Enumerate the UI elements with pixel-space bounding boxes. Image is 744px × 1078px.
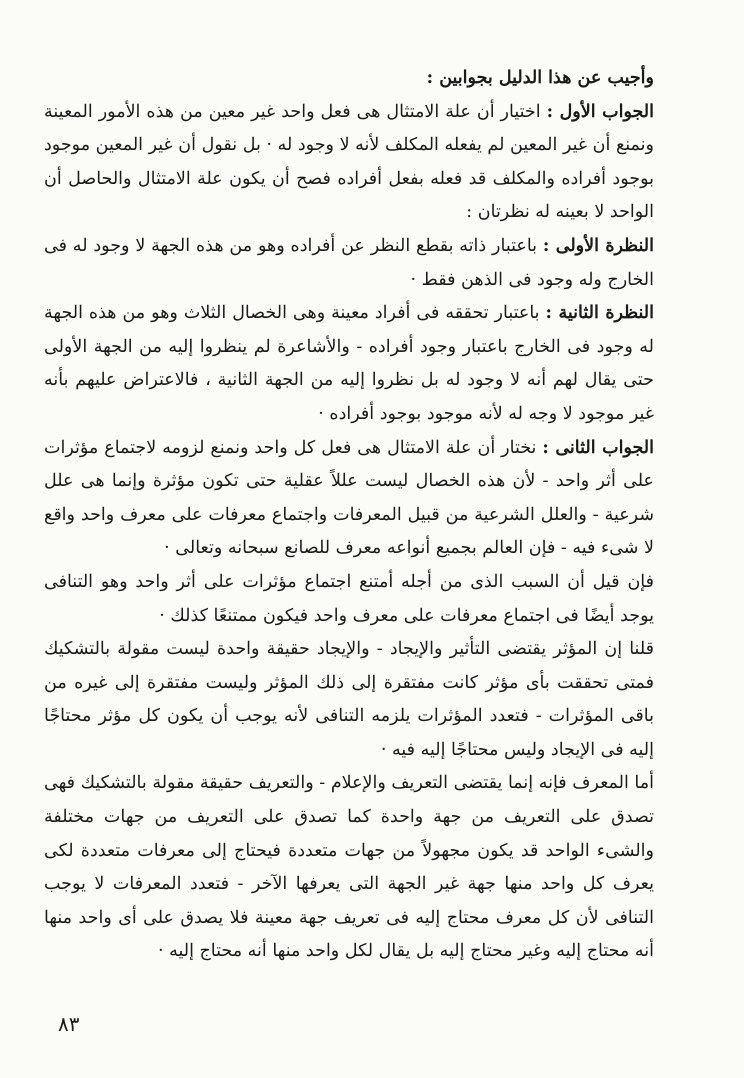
paragraph bbox=[44, 96, 654, 230]
paragraph bbox=[44, 230, 654, 297]
paragraph-text: نختار أن علة الامتثال هى فعل كل واحد ونمنع لزومه لاجتماع مؤثرات على أثر واحد - لأن هذه الخصال ليست عللاً عقلية حتى تكون مؤثرة وإنما هى علل شرعية - والعلل الشرعية من قبيل المعرفات واجتماع معرفات على معرف واحد واقع لا شىء فيه - فإن العالم بجميع أنواعه معرف للصانع سبحانه وتعالى · bbox=[44, 437, 654, 559]
paragraph bbox=[44, 566, 654, 633]
paragraph-heading: النظرة الثانية : bbox=[545, 303, 654, 324]
page-number: ٨٣ bbox=[58, 1012, 80, 1036]
paragraph bbox=[44, 432, 654, 566]
paragraph bbox=[44, 767, 654, 969]
paragraph-text: أما المعرف فإنه إنما يقتضى التعريف والإعلام - والتعريف حقيقة مقولة بالتشكيك فهى تصدق على التعريف من جهة واحدة كما تصدق على التعريف من جهات مختلفة والشىء الواحد قد يكون مجهولاً من جهات متعددة فيحتاج إلى معرفات متعددة لكى يعرف كل واحد منها جهة غير الجهة التى يعرفها الآخر - فتعدد المعرفات لا يوجب التنافى لأن كل معرف محتاج إليه فى تعريف جهة معينة فلا يصدق على أى واحد منها أنه محتاج إليه وغير محتاج إليه بل يقال لكل واحد منها أنه محتاج إليه · bbox=[44, 773, 654, 962]
paragraph-heading: الجواب الأول : bbox=[546, 101, 654, 122]
paragraph-heading: النظرة الأولى : bbox=[542, 235, 655, 256]
body-text bbox=[44, 62, 654, 969]
paragraph-heading: الجواب الثانى : bbox=[542, 437, 654, 458]
paragraph-text: اختيار أن علة الامتثال هى فعل واحد غير معين من هذه الأمور المعينة ونمنع أن غير المعين لم يفعله المكلف لأنه لا وجود له · بل نقول أن غير المعين موجود بوجود أفراده والمكلف قد فعله بفعل أفراده فصح أن يكون علة الامتثال والحاصل أن الواحد لا بعينه له نظرتان : bbox=[44, 101, 654, 223]
paragraph bbox=[44, 297, 654, 431]
paragraph-text: قلنا إن المؤثر يقتضى التأثير والإيجاد - والإيجاد حقيقة واحدة ليست مقولة بالتشكيك فمتى تحققت بأى مؤثر كانت مفتقرة إلى ذلك المؤثر وليست مفتقرة إلى غيره من باقى المؤثرات - فتعدد المؤثرات يلزمه التنافى لأنه يوجب أن يكون كل مؤثر محتاجًا إليه فى الإيجاد وليس محتاجًا إليه فيه · bbox=[44, 639, 654, 760]
paragraph-text: فإن قيل أن السبب الذى من أجله أمتنع اجتماع مؤثرات على أثر واحد وهو التنافى يوجد أيضًا فى اجتماع معرفات على معرف واحد فيكون ممتنعًا كذلك · bbox=[44, 571, 654, 626]
paragraph-text: باعتبار ذاته بقطع النظر عن أفراده وهو من هذه الجهة لا وجود له فى الخارج وله وجود فى الذهن فقط · bbox=[44, 235, 654, 290]
paragraph-text: باعتبار تحققه فى أفراد معينة وهى الخصال الثلاث وهو من هذه الجهة له وجود فى الخارج باعتبار وجود أفراده - والأشاعرة لم ينظروا إليه من الجهة الأولى حتى يقال لهم أنه لا وجود له بل نظروا إليه من الجهة الثانية ، فالاعتراض عليهم بأنه غير موجود لا وجه له لأنه موجود بوجود أفراده · bbox=[44, 303, 654, 424]
paragraph bbox=[44, 633, 654, 767]
intro-line: وأجيب عن هذا الدليل بجوابين : bbox=[426, 68, 654, 88]
